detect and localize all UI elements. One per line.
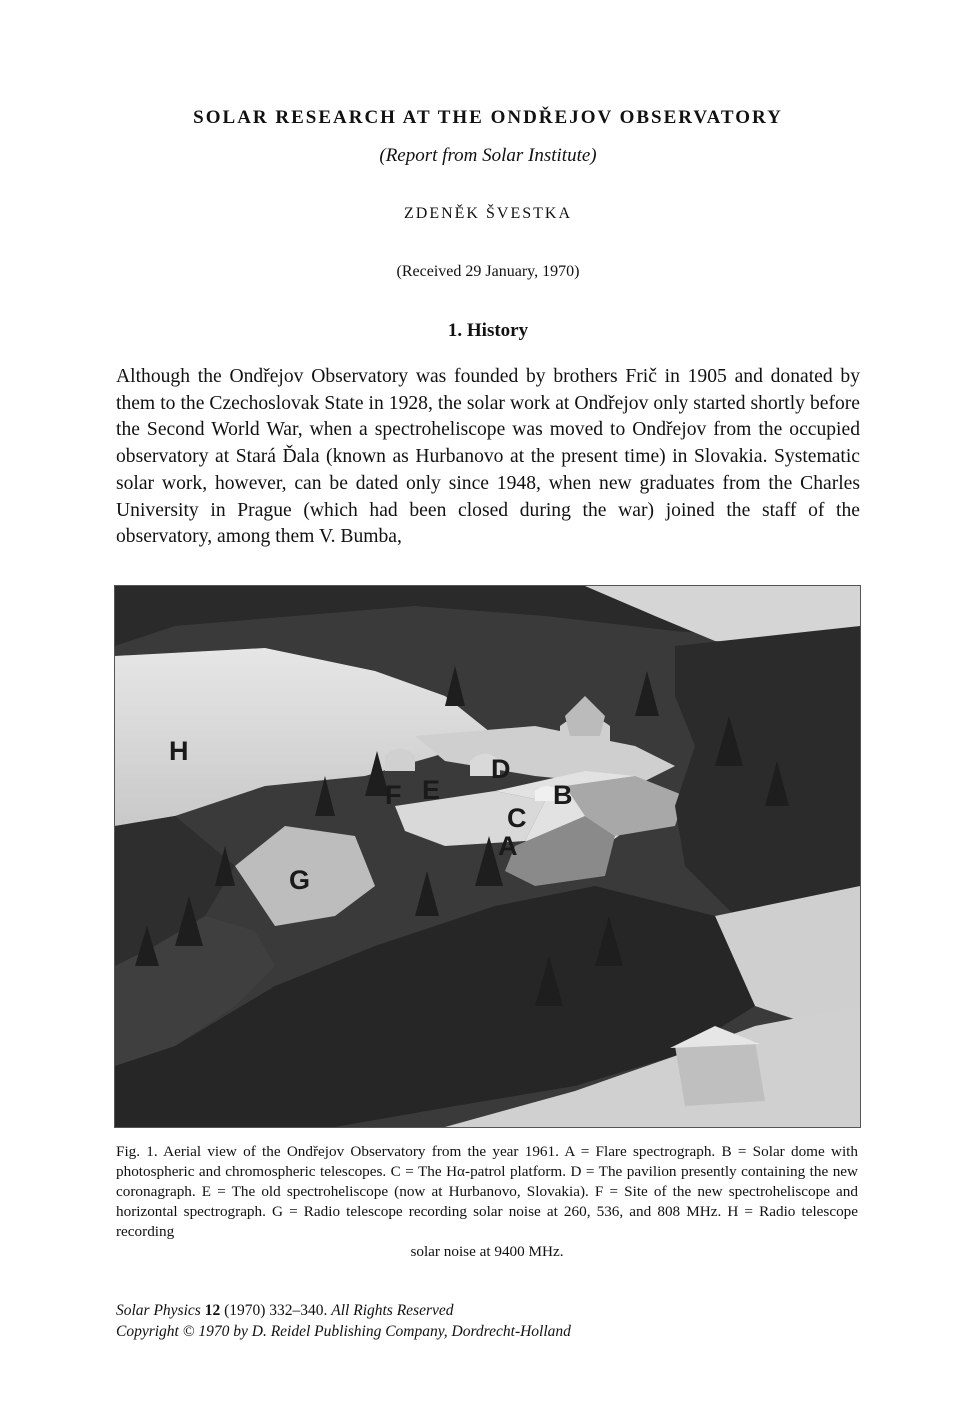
caption-main-text: Fig. 1. Aerial view of the Ondřejov Observatory from the year 1961. A = Flare spectrograph. B = Solar dome with photospheric and chromospheric telescopes. C = The Hα-patrol platform. D = The pavilion presently containing the new coronagraph. E = The old spectroheliscope (now at Hurbanovo, Slovakia). F = Site of the new spectroheliscope and horizontal spectrograph. G = Radio telescope recording solar noise at 260, 536, and 808 MHz. H = Radio telescope recording	[116, 1143, 858, 1240]
copyright-line: Copyright © 1970 by D. Reidel Publishing Company, Dordrecht-Holland	[116, 1323, 571, 1340]
section-heading: 1. History	[447, 320, 529, 341]
figure-label-f: F	[385, 780, 402, 810]
figure-label-g: G	[289, 865, 311, 895]
aerial-photograph	[114, 585, 861, 1128]
paper-subtitle: (Report from Solar Institute)	[379, 145, 597, 166]
received-date: (Received 29 January, 1970)	[396, 263, 580, 280]
caption-last-line: solar noise at 9400 MHz.	[410, 1243, 564, 1260]
rights-notice: All Rights Reserved	[331, 1302, 454, 1319]
figure-label-b: B	[553, 780, 573, 810]
figure-label-c: C	[507, 803, 527, 833]
aerial-photo-illustration	[115, 586, 860, 1127]
journal-volume: 12	[204, 1302, 221, 1319]
paper-title: SOLAR RESEARCH AT THE ONDŘEJOV OBSERVATORY	[193, 107, 783, 128]
figure-label-a: A	[498, 831, 518, 861]
journal-pages: (1970) 332–340.	[224, 1302, 328, 1319]
journal-name: Solar Physics	[116, 1302, 201, 1319]
figure-caption	[116, 1142, 858, 1262]
body-paragraph: Although the Ondřejov Observatory was founded by brothers Frič in 1905 and donated by them to the Czechoslovak State in 1928, the solar work at Ondřejov only started shortly before the Second World War, when a spectroheliscope was moved to Ondřejov from the occupied observatory at Stará Ďala (known as Hurbanovo at the present time) in Slovakia. Systematic solar work, however, can be dated only since 1948, when new graduates from the Charles University in Prague (which had been closed during the war) joined the staff of the observatory, among them V. Bumba,	[116, 366, 860, 548]
figure-label-d: D	[491, 754, 511, 784]
author-name: ZDENĚK ŠVESTKA	[404, 205, 572, 222]
citation-line	[116, 1300, 860, 1321]
journal-footer	[116, 1300, 860, 1342]
figure-label-e: E	[422, 775, 441, 805]
figure-label-h: H	[169, 736, 189, 766]
